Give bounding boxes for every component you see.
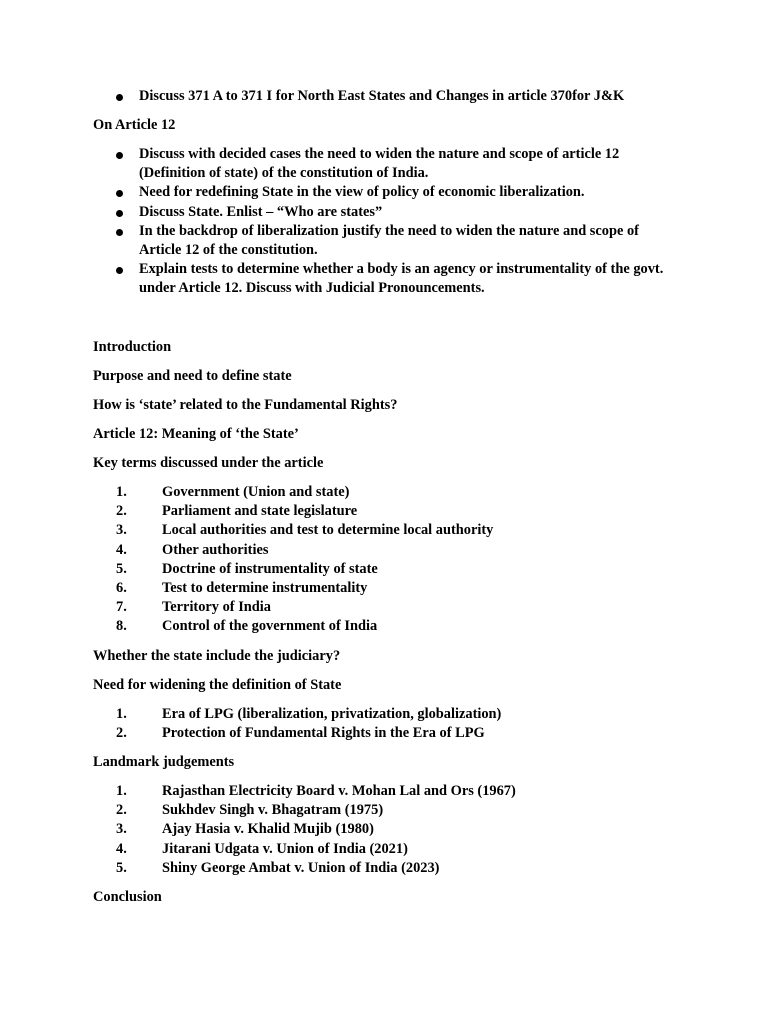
bullet-icon [116,210,123,217]
bullet-icon [116,94,123,101]
list-item: 5. Doctrine of instrumentality of state [116,560,378,577]
heading-key-terms: Key terms discussed under the article [93,455,324,471]
heading-introduction: Introduction [93,339,172,355]
bullet-icon [116,190,123,197]
list-item: 1. Era of LPG (liberalization, privatization, globalization) [116,706,502,722]
article12-bullet-list [0,145,768,299]
list-item: 4. Jitarani Udgata v. Union of India (2021) [116,840,408,857]
heading-widening: Need for widening the definition of State [93,677,342,693]
heading-relation: How is ‘state’ related to the Fundamental Rights? [93,397,398,413]
list-item: In the backdrop of liberalization justify the need to widen the nature and scope of Article 12 of the constitution. [0,222,768,260]
heading-landmark: Landmark judgements [93,754,235,770]
list-item: 7. Territory of India [116,599,271,616]
list-item: Discuss 371 A to 371 I for North East States and Changes in article 370for J&K [0,87,768,106]
list-item: 1. Government (Union and state) [116,484,350,500]
list-item: Need for redefining State in the view of policy of economic liberalization. [0,183,768,202]
list-item: 1. Rajasthan Electricity Board v. Mohan Lal and Ors (1967) [116,783,516,799]
heading-purpose: Purpose and need to define state [93,368,292,384]
landmark-list [0,782,768,878]
heading-meaning: Article 12: Meaning of ‘the State’ [93,426,299,442]
bullet-icon [116,152,123,159]
list-item: 3. Ajay Hasia v. Khalid Mujib (1980) [116,821,374,838]
list-item: 8. Control of the government of India [116,618,378,635]
heading-judiciary: Whether the state include the judiciary? [93,648,341,664]
bullet-icon [116,229,123,236]
widening-list [0,705,768,743]
list-item: 5. Shiny George Ambat v. Union of India (2023) [116,859,440,876]
heading-conclusion: Conclusion [93,889,162,905]
list-item: 4. Other authorities [116,541,269,558]
list-item: 2. Parliament and state legislature [116,503,358,520]
list-item: 6. Test to determine instrumentality [116,580,368,597]
key-terms-list [0,483,768,637]
list-item: Discuss State. Enlist – “Who are states” [0,203,768,222]
top-bullet-list [0,87,768,106]
list-item: 2. Sukhdev Singh v. Bhagatram (1975) [116,802,384,819]
list-item: 2. Protection of Fundamental Rights in the Era of LPG [116,725,485,742]
list-item: 3. Local authorities and test to determine local authority [116,522,494,539]
list-item: Discuss with decided cases the need to widen the nature and scope of article 12 (Definition of state) of the constitution of India. [0,145,768,183]
section-heading: On Article 12 [93,117,176,133]
bullet-icon [116,267,123,274]
list-item: Explain tests to determine whether a body is an agency or instrumentality of the govt. under Article 12. Discuss with Judicial Pronouncements. [0,260,768,298]
